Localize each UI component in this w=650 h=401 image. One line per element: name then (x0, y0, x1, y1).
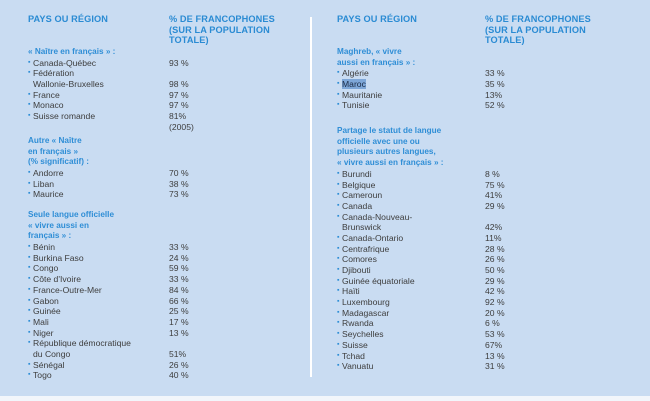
table-row (28, 328, 208, 339)
country-name: Congo (33, 263, 59, 274)
bullet-icon: ▪ (28, 307, 31, 315)
section-title-line: (% significatif) : (28, 157, 89, 167)
percent-value: 84 % (169, 284, 189, 295)
table-row (28, 90, 208, 101)
bullet-icon: ▪ (28, 112, 31, 120)
bullet-icon: ▪ (337, 212, 340, 220)
table-row (337, 340, 517, 351)
country-name-line: Canada-Nouveau- (342, 211, 413, 222)
section-title-line: plusieurs autres langues, (337, 147, 436, 157)
country-name: France (33, 89, 60, 100)
table-row (28, 338, 208, 359)
section-title-line: Seule langue officielle (28, 210, 114, 219)
bullet-icon: ▪ (337, 201, 340, 209)
header-percent (485, 14, 615, 46)
bullet-icon: ▪ (337, 169, 340, 177)
table-row (337, 351, 517, 362)
table-row (337, 180, 517, 191)
header-percent-line: % DE FRANCOPHONES (169, 14, 275, 24)
table-row (28, 58, 208, 69)
country-name: Haïti (342, 286, 360, 297)
bullet-icon: ▪ (337, 90, 340, 98)
section-title (28, 136, 208, 168)
table-row (337, 201, 517, 212)
percent-value: 33 % (169, 242, 189, 253)
bullet-icon: ▪ (337, 191, 340, 199)
table-row (337, 100, 517, 111)
percent-value: 92 % (485, 297, 505, 308)
country-name: Burkina Faso (33, 252, 84, 263)
percent-value: 29 % (485, 200, 505, 211)
country-name: Guinée (33, 306, 61, 317)
percent-value: 97 % (169, 100, 189, 111)
country-name (33, 338, 153, 359)
bullet-icon: ▪ (337, 69, 340, 77)
table-row (28, 168, 208, 179)
country-name: Guinée équatoriale (342, 275, 415, 286)
percent-value: 31 % (485, 361, 505, 372)
table-row (337, 68, 517, 79)
country-name: Monaco (33, 100, 64, 111)
percent-value: 52 % (485, 100, 505, 111)
bullet-icon: ▪ (28, 339, 31, 347)
bullet-icon: ▪ (337, 340, 340, 348)
percent-value: 81% (2005) (169, 111, 194, 132)
table-row (337, 318, 517, 329)
percent-value: 42 % (485, 286, 505, 297)
country-name: Niger (33, 327, 54, 338)
country-name: Vanuatu (342, 361, 374, 372)
table-row (28, 179, 208, 190)
percent-value: 26 % (485, 254, 505, 265)
section-title (28, 47, 208, 58)
country-name: Suisse (342, 339, 368, 350)
table-row (28, 100, 208, 111)
percent-value: 35 % (485, 79, 505, 90)
table-row (28, 296, 208, 307)
section-title-line: en français » (28, 146, 79, 156)
country-name: Luxembourg (342, 297, 390, 308)
percent-value: 25 % (169, 306, 189, 317)
table-row (337, 233, 517, 244)
table-row (337, 244, 517, 255)
percent-value: 13 % (169, 327, 189, 338)
country-name-cell (342, 79, 477, 90)
percent-value: 26 % (169, 359, 189, 370)
header-percent-line: TOTALE) (485, 35, 525, 45)
country-name: Canada-Ontario (342, 232, 404, 243)
percent-value: 97 % (169, 89, 189, 100)
table-row (337, 308, 517, 319)
country-name-line: du Congo (33, 349, 71, 359)
table-row (28, 285, 208, 296)
bullet-icon: ▪ (28, 360, 31, 368)
header-percent-line: TOTALE) (169, 35, 209, 45)
table-row (28, 360, 208, 371)
percent-value: 67% (485, 339, 503, 350)
header-country: PAYS OU RÉGION (28, 14, 109, 24)
country-name: Burundi (342, 168, 372, 179)
country-name: Madagascar (342, 307, 390, 318)
bullet-icon: ▪ (337, 244, 340, 252)
bullet-icon: ▪ (337, 233, 340, 241)
percent-value: 38 % (169, 178, 189, 189)
country-name: Andorre (33, 168, 64, 179)
country-name: Côte d'Ivoire (33, 274, 81, 285)
table-row (28, 253, 208, 264)
percent-value: 41% (485, 190, 503, 201)
percent-value: 13 % (485, 350, 505, 361)
country-name: Mauritanie (342, 89, 383, 100)
bullet-icon: ▪ (28, 296, 31, 304)
table-row (337, 190, 517, 201)
bullet-icon: ▪ (337, 276, 340, 284)
section-title (337, 47, 517, 68)
country-name: Algérie (342, 68, 369, 79)
bullet-icon: ▪ (28, 101, 31, 109)
section-title-line: français » : (28, 231, 72, 241)
table-row (337, 90, 517, 101)
country-name: Sénégal (33, 359, 65, 370)
percent-value: 33 % (169, 274, 189, 285)
header-percent (169, 14, 299, 46)
bullet-icon: ▪ (337, 308, 340, 316)
table-row (337, 361, 517, 372)
section-title-line: Autre « Naître (28, 136, 82, 145)
table-row (337, 297, 517, 308)
percent-value: 33 % (485, 68, 505, 79)
section-title (337, 126, 517, 169)
section-title-line: Maghreb, « vivre (337, 47, 402, 56)
percent-value: 66 % (169, 295, 189, 306)
bullet-icon: ▪ (28, 58, 31, 66)
country-name: Gabon (33, 295, 59, 306)
percent-value: 73 % (169, 189, 189, 200)
bullet-icon: ▪ (28, 317, 31, 325)
percent-value: 70 % (169, 168, 189, 179)
country-name: Liban (33, 178, 55, 189)
bullet-icon: ▪ (337, 180, 340, 188)
section-title-line: officielle avec une ou (337, 136, 420, 146)
bullet-icon: ▪ (337, 362, 340, 370)
country-name: Tchad (342, 350, 365, 361)
bullet-icon: ▪ (337, 287, 340, 295)
table-row (337, 254, 517, 265)
percent-value: 29 % (485, 275, 505, 286)
header-percent-line: % DE FRANCOPHONES (485, 14, 591, 24)
table-row (28, 317, 208, 328)
country-name-line: Brunswick (342, 222, 382, 233)
section-title (28, 210, 208, 242)
bullet-icon: ▪ (337, 101, 340, 109)
country-name: Mali (33, 316, 49, 327)
bullet-icon: ▪ (28, 169, 31, 177)
bullet-icon: ▪ (28, 253, 31, 261)
percent-value: 13% (485, 89, 503, 100)
table-row (337, 286, 517, 297)
percent-value: 28 % (485, 243, 505, 254)
bullet-icon: ▪ (28, 69, 31, 77)
section-title-line: « vivre aussi en français » : (337, 158, 444, 168)
bullet-icon: ▪ (337, 255, 340, 263)
table-row (28, 68, 208, 89)
table-row (28, 370, 208, 381)
country-name: Cameroun (342, 190, 383, 201)
percent-value: 93 % (169, 57, 189, 68)
bullet-icon: ▪ (28, 371, 31, 379)
percent-value: 11% (485, 232, 502, 243)
percent-value: 53 % (485, 329, 505, 340)
country-name: Belgique (342, 179, 376, 190)
section-title-line: « vivre aussi en (28, 220, 89, 230)
percent-value: 24 % (169, 252, 189, 263)
country-name: France-Outre-Mer (33, 284, 102, 295)
percent-value: 59 % (169, 263, 189, 274)
section-title-line: « Naître en français » : (28, 47, 116, 56)
bullet-icon: ▪ (28, 285, 31, 293)
country-name-line: République démocratique (33, 338, 131, 349)
percent-value: 17 % (169, 316, 189, 327)
table-row (28, 306, 208, 317)
percent-value: 40 % (169, 370, 189, 381)
country-name: Maurice (33, 189, 64, 200)
header-country: PAYS OU RÉGION (337, 14, 418, 24)
bullet-icon: ▪ (28, 190, 31, 198)
bullet-icon: ▪ (337, 330, 340, 338)
table-row (337, 276, 517, 287)
bullet-icon: ▪ (337, 298, 340, 306)
percent-value: 20 % (485, 307, 505, 318)
country-name (342, 212, 462, 233)
country-name: Centrafrique (342, 243, 390, 254)
bullet-icon: ▪ (28, 90, 31, 98)
country-name: Tunisie (342, 100, 370, 111)
country-name: Togo (33, 370, 52, 381)
country-name: Djibouti (342, 265, 371, 276)
table-row (337, 329, 517, 340)
percent-value: 8 % (485, 168, 500, 179)
section-naitre-en-francais (28, 47, 208, 132)
table-row (28, 242, 208, 253)
bullet-icon: ▪ (28, 264, 31, 272)
bullet-icon: ▪ (28, 328, 31, 336)
section-seule-langue-officielle (28, 210, 208, 381)
table-row (337, 212, 517, 233)
section-autre-naitre-en-francais (28, 136, 208, 200)
table-row (28, 263, 208, 274)
percent-value: 42% (485, 222, 503, 233)
bullet-icon: ▪ (337, 266, 340, 274)
bullet-icon: ▪ (337, 319, 340, 327)
selected-text-maroc[interactable]: Maroc (342, 79, 366, 90)
table-row (337, 265, 517, 276)
section-partage-statut (337, 126, 517, 372)
bullet-icon: ▪ (337, 351, 340, 359)
header-percent-line: (SUR LA POPULATION (169, 24, 270, 35)
percent-value: 50 % (485, 265, 505, 276)
section-title-line: Partage le statut de langue (337, 126, 442, 135)
percent-value: 98 % (169, 79, 189, 90)
country-name: Canada (342, 200, 373, 211)
country-name: Rwanda (342, 318, 374, 329)
country-name: Canada-Québec (33, 57, 97, 68)
country-name-line: Wallonie-Bruxelles (33, 79, 104, 90)
table-row (28, 274, 208, 285)
header-percent-line: (SUR LA POPULATION (485, 24, 586, 35)
country-name: Comores (342, 254, 377, 265)
percent-value: 51% (169, 348, 187, 359)
section-title-line: aussi en français » : (337, 57, 416, 67)
country-name: Bénin (33, 242, 55, 253)
bullet-icon: ▪ (28, 179, 31, 187)
table-row (28, 189, 208, 200)
country-name-line: Fédération (33, 68, 75, 79)
bullet-icon: ▪ (337, 80, 340, 88)
percent-value: 75 % (485, 179, 505, 190)
country-name: Seychelles (342, 329, 384, 340)
country-name: Suisse romande (33, 111, 96, 122)
bullet-icon: ▪ (28, 243, 31, 251)
table-row (337, 79, 517, 90)
table-row (337, 169, 517, 180)
column-divider (310, 17, 312, 377)
percent-value: 6 % (485, 318, 500, 329)
bullet-icon: ▪ (28, 275, 31, 283)
table-row (28, 111, 208, 132)
section-maghreb (337, 47, 517, 111)
country-name (33, 68, 153, 89)
